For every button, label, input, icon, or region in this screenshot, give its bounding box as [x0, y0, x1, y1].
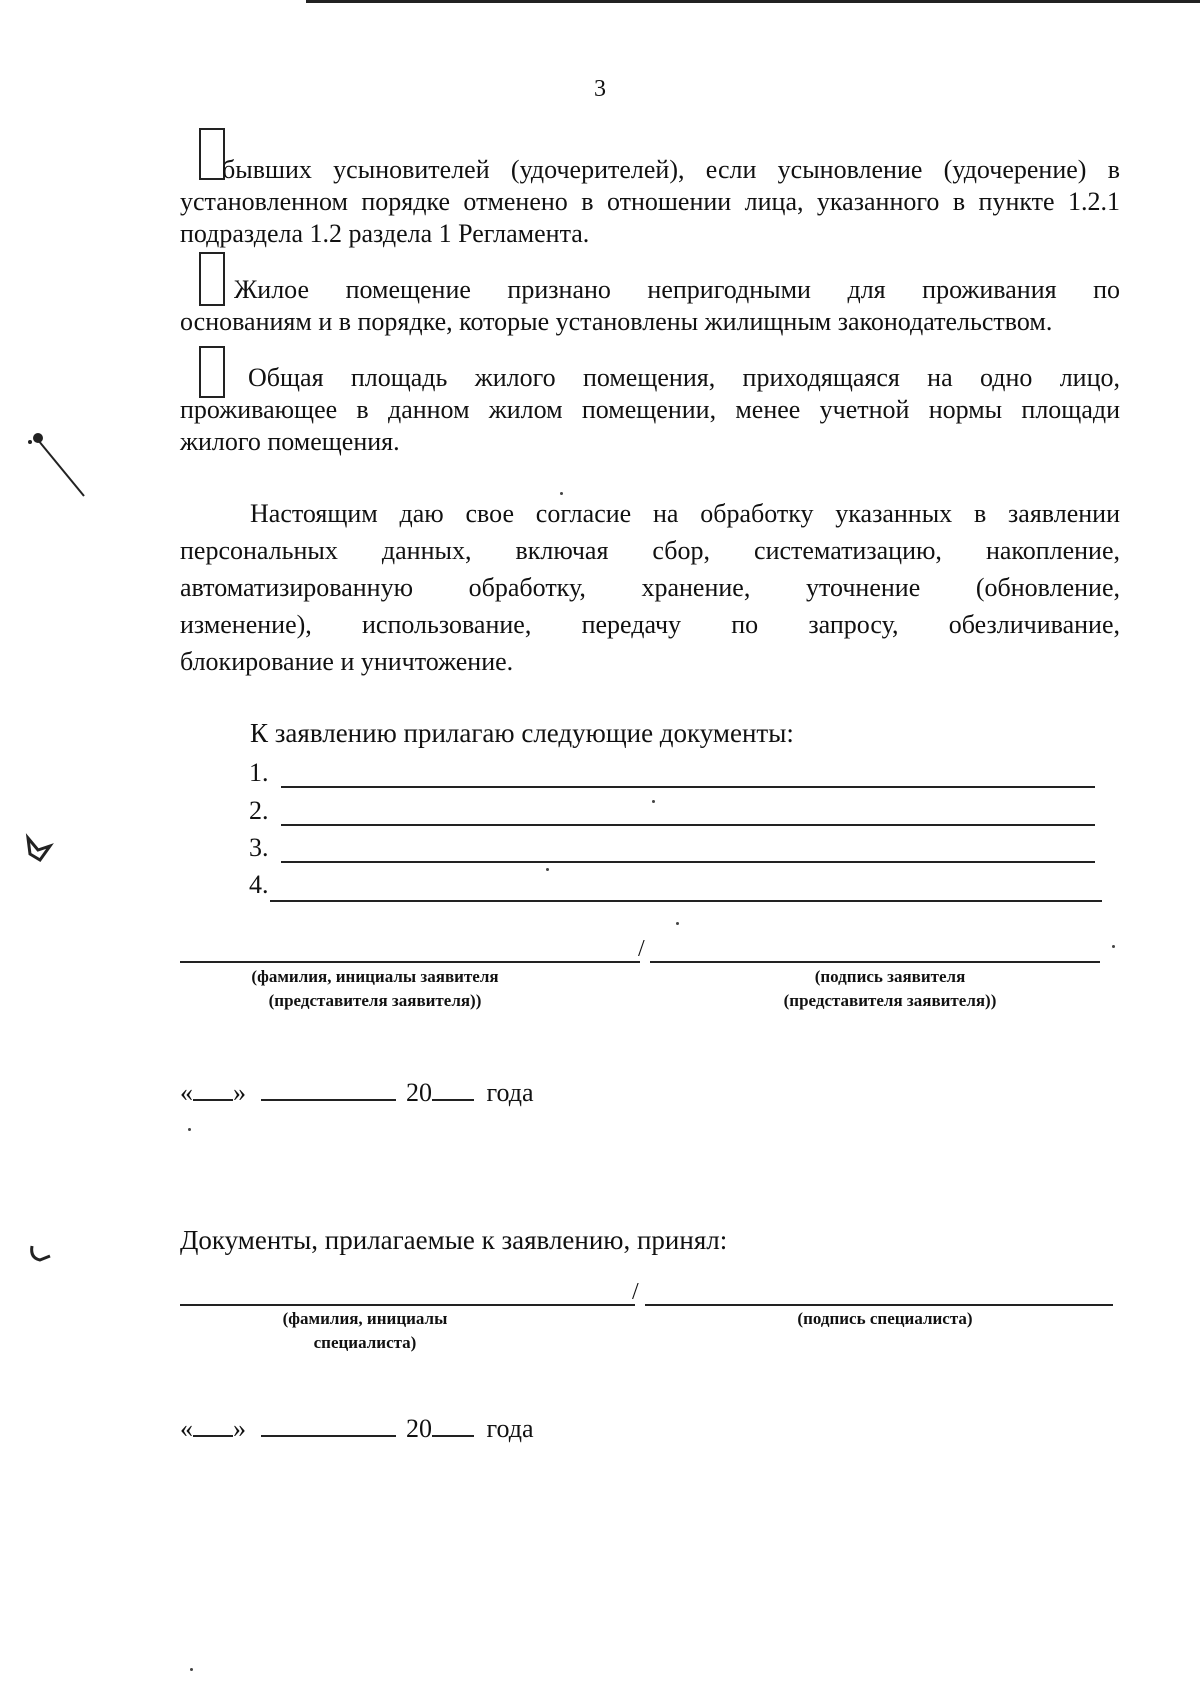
- attachments-heading: К заявлению прилагаю следующие документы:: [250, 718, 794, 748]
- scan-speck: [560, 492, 563, 495]
- scan-speck: [546, 868, 549, 871]
- specialist-signature-line[interactable]: [645, 1304, 1113, 1306]
- option-3-text: Общая площадь жилого помещения, приходящаяся на одно лицо, проживающее в данном жилом помещении, менее учетной нормы площади жилого помещения.: [180, 363, 1120, 456]
- signature-separator: /: [632, 1279, 639, 1305]
- attachment-4-line[interactable]: [270, 900, 1102, 902]
- attachment-number: 3.: [249, 833, 269, 862]
- signature-separator: /: [638, 936, 645, 962]
- attachment-2-line[interactable]: [281, 824, 1095, 826]
- scan-speck: [188, 1128, 191, 1131]
- date-year-field[interactable]: [432, 1413, 474, 1437]
- applicant-signature-caption: (подпись заявителя (представителя заявителя)): [783, 967, 997, 1010]
- attachment-number: 2.: [249, 796, 269, 825]
- scan-mark: [20, 832, 60, 872]
- option-1-text: бывших усыновителей (удочерителей), если усыновление (удочерение) в установленном порядке отменено в отношении лица, указанного в пункте 1.2.1 подраздела 1.2 раздела 1 Регламента.: [180, 155, 1120, 248]
- applicant-date: « » 20 года: [180, 1078, 534, 1107]
- option-2-text: Жилое помещение признано непригодными для проживания по основаниям и в порядке, которые установлены жилищным законодательством.: [180, 275, 1120, 336]
- scan-speck: [190, 1668, 193, 1671]
- date-month-field[interactable]: [261, 1077, 396, 1101]
- attachment-number: 4.: [249, 870, 269, 899]
- top-border-line: [306, 0, 1200, 3]
- attachment-1-line[interactable]: [281, 786, 1095, 788]
- specialist-signature-caption: (подпись специалиста): [797, 1309, 973, 1328]
- scan-speck: [676, 922, 679, 925]
- scan-mark: [20, 420, 90, 500]
- scan-speck: [1112, 945, 1115, 948]
- consent-paragraph: Настоящим даю свое согласие на обработку указанных в заявлении персональных данных, включая сбор, систематизацию, накопление, автоматизированную обработку, хранение, уточнение (обновление, изменение), использование, передачу по запросу, обезличивание, блокирование и уничтожение.: [180, 499, 1120, 676]
- scan-speck: [652, 800, 655, 803]
- applicant-signature-line[interactable]: [650, 961, 1100, 963]
- date-day-field[interactable]: [193, 1413, 233, 1437]
- specialist-name-caption: (фамилия, инициалы специалиста): [282, 1309, 448, 1352]
- applicant-name-line[interactable]: [180, 961, 640, 963]
- date-day-field[interactable]: [193, 1077, 233, 1101]
- specialist-date: « » 20 года: [180, 1414, 534, 1443]
- scan-mark: [26, 1240, 56, 1270]
- specialist-name-line[interactable]: [180, 1304, 635, 1306]
- page-number: 3: [594, 76, 606, 102]
- attachment-number: 1.: [249, 758, 269, 787]
- date-year-field[interactable]: [432, 1077, 474, 1101]
- applicant-name-caption: (фамилия, инициалы заявителя (представителя заявителя)): [251, 967, 499, 1010]
- documents-accepted-title: Документы, прилагаемые к заявлению, принял:: [180, 1225, 728, 1255]
- date-month-field[interactable]: [261, 1413, 396, 1437]
- attachment-3-line[interactable]: [281, 861, 1095, 863]
